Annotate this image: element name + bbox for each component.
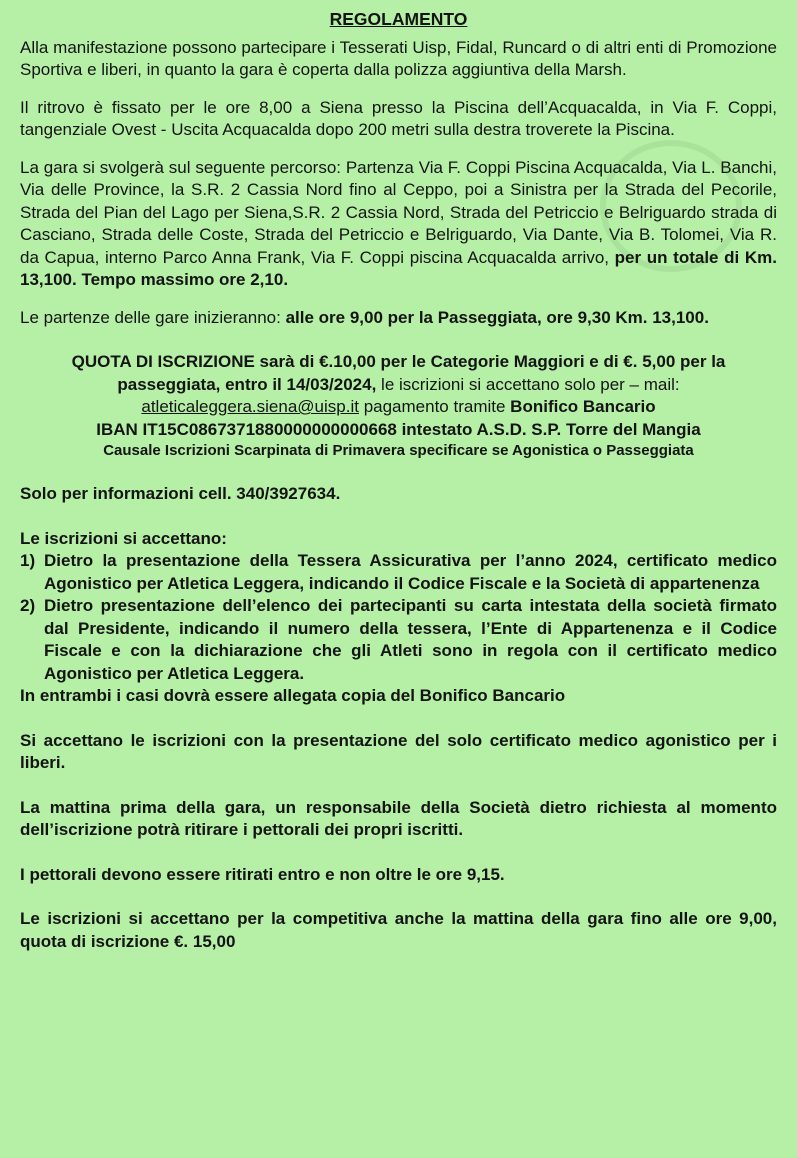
route-total: per un totale di Km. 13,100. Tempo massimo ore 2,10. bbox=[20, 247, 777, 289]
morning-pickup-text: La mattina prima della gara, un responsabile della Società dietro richiesta al momento dell’iscrizione potrà ritirare i pettorali dei propri iscritti. bbox=[20, 797, 777, 839]
causale-line bbox=[28, 441, 769, 461]
registration-fee-text bbox=[28, 351, 769, 419]
list-item-text: Dietro la presentazione della Tessera Assicurativa per l’anno 2024, certificato medico Agonistico per Atletica Leggera, indicando il Codice Fiscale e la Società di appartenenza bbox=[44, 551, 777, 593]
acceptance-footer-text: In entrambi i casi dovrà essere allegata copia del Bonifico Bancario bbox=[20, 686, 566, 705]
bib-deadline-paragraph bbox=[20, 864, 777, 887]
list-item bbox=[20, 550, 777, 595]
info-line bbox=[20, 483, 777, 506]
acceptance-footer bbox=[20, 685, 777, 708]
acceptance-list bbox=[20, 550, 777, 685]
list-item bbox=[20, 595, 777, 685]
start-times-text: Le partenze delle gare inizieranno: bbox=[20, 307, 286, 327]
list-item-number: 1) bbox=[20, 551, 36, 570]
route-paragraph bbox=[20, 157, 777, 292]
payment-method: Bonifico Bancario bbox=[510, 397, 656, 416]
list-item-text: Dietro presentazione dell’elenco dei partecipanti su carta intestata della società firmato dal Presidente, indicando il numero della tessera, l’Ente di Appartenenza e il Codice Fiscale e con la dichiarazione che gli Atleti sono in regola con il certificato medico Agonistico per Atletica Leggera. bbox=[44, 596, 777, 683]
causale-text: Causale Iscrizioni Scarpinata di Primavera specificare se Agonistica o Passeggiata bbox=[103, 442, 694, 459]
payment-intro: pagamento tramite bbox=[358, 397, 511, 416]
liberi-paragraph bbox=[20, 730, 777, 775]
fee-email-intro: le iscrizioni si accettano solo per – mail: bbox=[376, 374, 680, 394]
liberi-text: Si accettano le iscrizioni con la presentazione del solo certificato medico agonistico per i liberi. bbox=[20, 730, 777, 772]
bib-deadline-text: I pettorali devono essere ritirati entro e non oltre le ore 9,15. bbox=[20, 864, 505, 884]
list-item-number: 2) bbox=[20, 596, 36, 615]
iban-text: IBAN IT15C0867371880000000000668 intestato A.S.D. S.P. Torre del Mangia bbox=[96, 419, 701, 439]
email-link[interactable]: atleticaleggera.siena@uisp.it bbox=[141, 397, 359, 416]
race-day-registration-text: Le iscrizioni si accettano per la competitiva anche la mattina della gara fino alle ore 9,00, quota di iscrizione €. 15,00 bbox=[20, 909, 777, 951]
iban-line bbox=[28, 419, 769, 442]
page-title: REGOLAMENTO bbox=[329, 9, 468, 29]
route-text: La gara si svolgerà sul seguente percorso: Partenza Via F. Coppi Piscina Acquacalda, Via L. Banchi, Via delle Province, la S.R. 2 Cassia Nord fino al Ceppo, poi a Sinistra per la Strada del Pecorile, Strada del Pian del Lago per Siena,S.R. 2 Cassia Nord, Strada del Petriccio e Belriguardo strada di Casciano, Strada delle Coste, Strada del Petriccio e Belriguardo, Via Dante, Via B. Tolomei, Via R. da Capua, interno Parco Anna Frank, Via F. Coppi piscina Acquacalda arrivo, bbox=[20, 157, 777, 267]
registration-fee-block bbox=[20, 351, 777, 461]
acceptance-heading bbox=[20, 528, 777, 551]
morning-pickup-paragraph bbox=[20, 797, 777, 842]
participation-paragraph: Alla manifestazione possono partecipare i Tesserati Uisp, Fidal, Runcard o di altri enti di Promozione Sportiva e liberi, in quanto la gara è coperta dalla polizza aggiuntiva della Marsh. bbox=[20, 37, 777, 79]
start-times-bold: alle ore 9,00 per la Passeggiata, ore 9,30 Km. 13,100. bbox=[285, 307, 709, 327]
start-times-paragraph bbox=[20, 307, 777, 330]
race-day-registration-paragraph bbox=[20, 908, 777, 953]
meeting-point-paragraph: Il ritrovo è fissato per le ore 8,00 a Siena presso la Piscina dell’Acquacalda, in Via F. Coppi, tangenziale Ovest - Uscita Acquacalda dopo 200 metri sulla destra troverete la Piscina. bbox=[20, 97, 777, 139]
acceptance-section bbox=[20, 528, 777, 708]
fee-bold: QUOTA DI ISCRIZIONE sarà di €.10,00 per le Categorie Maggiori e di €. 5,00 per la passeggiata, entro il 14/03/2024, bbox=[71, 352, 726, 394]
acceptance-heading-text: Le iscrizioni si accettano: bbox=[20, 528, 227, 548]
info-text: Solo per informazioni cell. 340/3927634. bbox=[20, 484, 341, 503]
